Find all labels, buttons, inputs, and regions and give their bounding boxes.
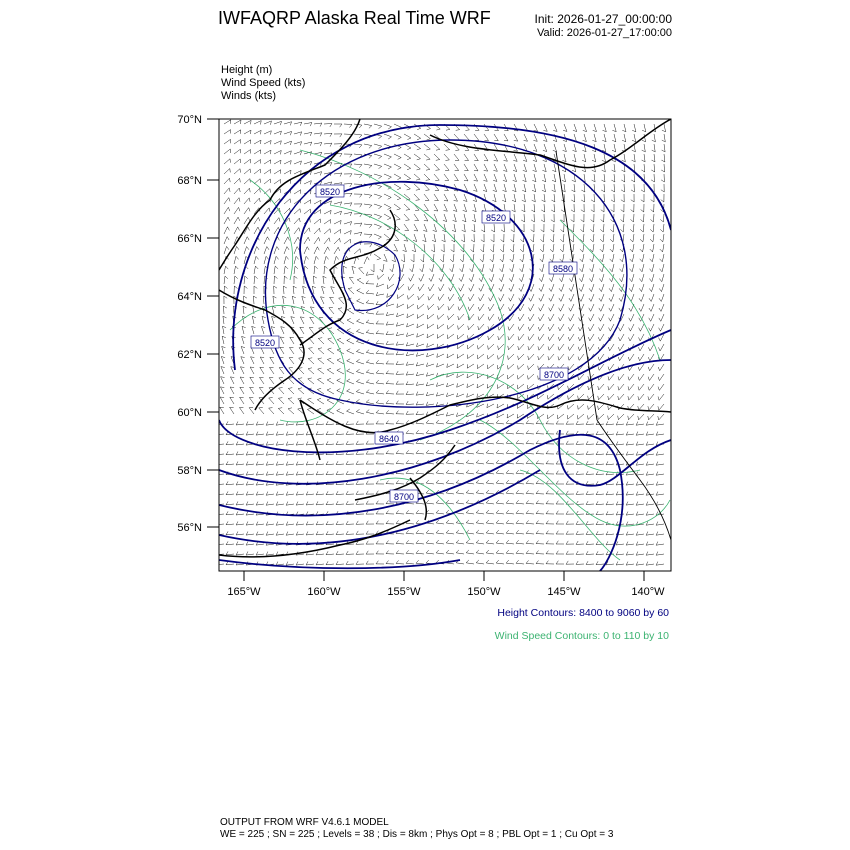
contour-label: 8520 [485, 213, 507, 223]
lon-label: 155°W [387, 586, 421, 598]
map-title: IWFAQRP Alaska Real Time WRF [218, 8, 491, 28]
valid-time: Valid: 2026-01-27_17:00:00 [537, 27, 672, 39]
lat-label: 58°N [177, 465, 202, 477]
lon-axis-labels [227, 586, 665, 598]
contour-label: 8520 [254, 338, 276, 348]
contour-label: 8520 [319, 187, 341, 197]
variable-height: Height (m) [221, 64, 273, 76]
lat-label: 64°N [177, 291, 202, 303]
lon-label: 160°W [307, 586, 341, 598]
lat-axis-labels [177, 114, 202, 534]
variable-wind-speed: Wind Speed (kts) [221, 77, 306, 89]
contour-label: 8580 [552, 264, 574, 274]
footer-config-line: WE = 225 ; SN = 225 ; Levels = 38 ; Dis = 8km ; Phys Opt = 8 ; PBL Opt = 1 ; Cu Opt = 3 [220, 829, 614, 840]
wind-speed-contour-legend: Wind Speed Contours: 0 to 110 by 10 [494, 630, 669, 642]
lat-label: 66°N [177, 233, 202, 245]
contour-label: 8700 [543, 370, 565, 380]
lon-label: 165°W [227, 586, 261, 598]
lon-label: 150°W [467, 586, 501, 598]
lat-label: 56°N [177, 522, 202, 534]
lat-label: 70°N [177, 114, 202, 126]
lat-label: 62°N [177, 349, 202, 361]
lat-ticks [207, 119, 219, 527]
lon-ticks [244, 571, 644, 581]
lon-label: 145°W [547, 586, 581, 598]
contour-label: 8700 [393, 492, 415, 502]
footer-model-line: OUTPUT FROM WRF V4.6.1 MODEL [220, 817, 389, 828]
lat-label: 60°N [177, 407, 202, 419]
lon-label: 140°W [631, 586, 665, 598]
variable-winds: Winds (kts) [221, 90, 276, 102]
contour-label: 8640 [378, 434, 400, 444]
model-footer [220, 817, 613, 841]
init-time: Init: 2026-01-27_00:00:00 [534, 12, 672, 26]
lat-label: 68°N [177, 175, 202, 187]
height-contour-legend: Height Contours: 8400 to 9060 by 60 [497, 607, 669, 619]
